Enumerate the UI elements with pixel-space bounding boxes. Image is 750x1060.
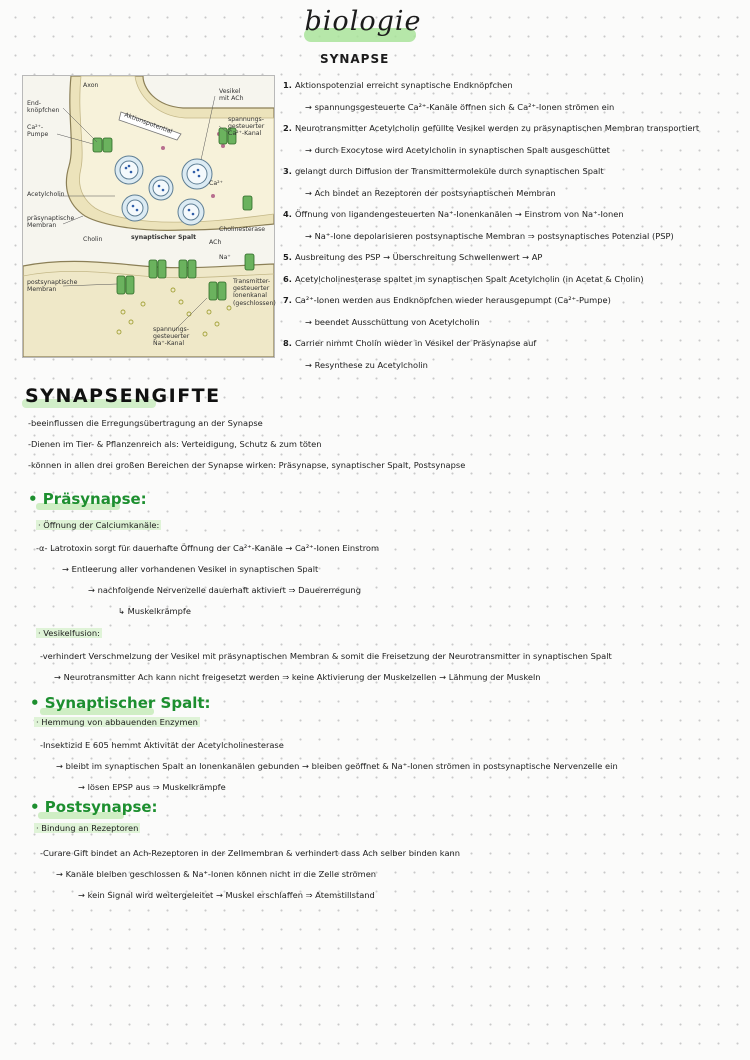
step-subtext: → Na⁺-Ione depolarisieren postsynaptische Membran ⇒ postsynaptisches Potenzial (PSP) — [305, 230, 674, 241]
intro-line: -Dienen im Tier- & Pflanzenreich als: Verteidigung, Schutz & zum töten — [28, 439, 322, 449]
step-subtext: → Resynthese zu Acetylcholin — [305, 359, 428, 370]
fig-label-ach: ACh — [209, 239, 222, 246]
fig-label-ca: Ca²⁺ — [209, 180, 223, 187]
step-8 — [283, 333, 743, 376]
postsynapse-heading: • Postsynapse: — [30, 798, 158, 816]
step-text: Neurotransmitter Acetylcholin gefüllte Vesikel werden zu präsynaptischen Membran transportiert — [295, 123, 700, 133]
spalt-heading: • Synaptischer Spalt: — [30, 694, 211, 712]
step-4 — [283, 204, 743, 247]
step-6 — [283, 269, 743, 291]
synapse-diagram — [22, 75, 275, 358]
note-line: → kein Signal wird weitergeleitet → Muskel erschlaffen ⇒ Atemstillstand — [78, 890, 375, 900]
note-line: -Insektizid E 605 hemmt Aktivität der Acetylcholinesterase — [40, 740, 284, 750]
step-2 — [283, 118, 743, 161]
step-5 — [283, 247, 743, 269]
step-subtext: → beendet Ausschüttung von Acetylcholin — [305, 316, 480, 327]
fig-label-ca-pumpe: Ca²⁺- Pumpe — [27, 124, 49, 139]
note-line: → bleibt im synaptischen Spalt an Ionenkanälen gebunden → bleiben geöffnet & Na⁺-Ionen strömen in postsynaptische Nervenzelle ein — [56, 761, 618, 771]
step-number: 3. — [283, 166, 292, 176]
fig-label-enzym: Cholinesterase — [219, 226, 266, 233]
fig-label-postsynaptische-membran: postsynaptische Membran — [27, 279, 78, 294]
gifte-heading: SYNAPSENGIFTE — [25, 385, 221, 407]
postsynapse-sub1-lines — [40, 843, 460, 906]
fig-label-cholin: Cholin — [83, 236, 103, 243]
praesynapse-sub1-text: · Öffnung der Calciumkanäle: — [38, 520, 160, 530]
fig-label-synaptischer-spalt: synaptischer Spalt — [131, 234, 197, 241]
intro-line: -beeinflussen die Erregungsübertragung an der Synapse — [28, 418, 263, 428]
note-line: ↳ Muskelkrämpfe — [118, 606, 191, 616]
step-text: Carrier nimmt Cholin wieder in Vesikel der Präsynapse auf — [295, 338, 537, 348]
step-subtext: → Ach bindet an Rezeptoren der postsynaptischen Membran — [305, 187, 556, 198]
step-1 — [283, 75, 743, 118]
intro-line: -können in allen drei großen Bereichen der Synapse wirken: Präsynapse, synaptischer Spalt, Postsynapse — [28, 460, 466, 470]
step-subtext: → durch Exocytose wird Acetylcholin in synaptischen Spalt ausgeschüttet — [305, 144, 610, 155]
step-3 — [283, 161, 743, 204]
note-line: → nachfolgende Nervenzelle dauerhaft aktiviert ⇒ Dauererregung — [88, 585, 361, 595]
step-number: 5. — [283, 252, 292, 262]
synapse-steps — [283, 75, 743, 376]
fig-label-transmitter: Transmitter- gesteuerter Ionenkanal (geschlossen) — [233, 278, 276, 307]
fig-label-acetylcholin: Acetylcholin — [27, 191, 65, 198]
step-number: 2. — [283, 123, 292, 133]
praesynapse-sub2 — [36, 628, 102, 638]
step-number: 8. — [283, 338, 292, 348]
praesynapse-sub2-lines — [40, 646, 612, 688]
fig-label-ca-kanal: spannungs- gesteuerter Ca²⁺-Kanal — [228, 116, 265, 138]
note-line: → Entleerung aller vorhandenen Vesikel in synaptischen Spalt — [62, 564, 319, 574]
note-line: -verhindert Verschmelzung der Vesikel mit präsynaptischen Membran & somit die Freisetzung der Neurotransmitter in synaptischen Spalt — [40, 651, 612, 661]
note-line: -Curare Gift bindet an Ach-Rezeptoren in der Zellmembran & verhindert dass Ach selber binden kann — [40, 848, 461, 858]
step-text: Acetylcholinesterase spaltet im synaptischen Spalt Acetylcholin (in Acetat & Cholin) — [295, 273, 644, 284]
fig-label-na-kanal: spannungs- gesteuerter Na⁺-Kanal — [153, 326, 190, 348]
fig-label-aktionspotential: Aktionspotential — [123, 111, 174, 136]
step-text: gelangt durch Diffusion der Transmittermoleküle durch synaptischen Spalt — [295, 166, 604, 176]
gifte-intro — [28, 413, 738, 476]
praesynapse-heading: • Präsynapse: — [28, 490, 147, 508]
step-number: 6. — [283, 273, 292, 284]
spalt-sub1-lines — [40, 735, 618, 798]
fig-label-axon: Axon — [83, 82, 99, 89]
fig-label-vesikel: Vesikel mit ACh — [219, 88, 244, 103]
step-text: Öffnung von ligandengesteuerten Na⁺-Ionenkanälen → Einstrom von Na⁺-Ionen — [295, 209, 624, 219]
spalt-sub1 — [34, 717, 200, 727]
page-subtitle: SYNAPSE — [320, 52, 390, 66]
praesynapse-sub2-text: · Vesikelfusion: — [38, 628, 100, 638]
praesynapse-sub1 — [36, 520, 161, 530]
postsynapse-sub1 — [34, 823, 140, 833]
step-subtext: → spannungsgesteuerte Ca²⁺-Kanäle öffnen sich & Ca²⁺-Ionen strömen ein — [305, 101, 615, 112]
postsynapse-sub1-text: · Bindung an Rezeptoren — [36, 823, 139, 833]
note-line: → Neurotransmitter Ach kann nicht freigesetzt werden ⇒ keine Aktivierung der Muskelzellen → Lähmung der Muskeln — [54, 672, 541, 682]
note-line: → lösen EPSP aus ⇒ Muskelkrämpfe — [78, 782, 226, 792]
spalt-sub1-text: · Hemmung von abbauenden Enzymen — [36, 717, 198, 727]
step-number: 7. — [283, 295, 292, 305]
fig-label-praesynaptische-membran: präsynaptische Membran — [27, 215, 75, 230]
step-number: 4. — [283, 209, 292, 219]
fig-label-na: Na⁺ — [219, 254, 231, 261]
step-text: Aktionspotenzial erreicht synaptische Endknöpfchen — [295, 80, 513, 90]
step-text: Ausbreitung des PSP → Überschreitung Schwellenwert → AP — [295, 252, 543, 262]
note-line: → Kanäle bleiben geschlossen & Na⁺-Ionen können nicht in die Zelle strömen — [56, 869, 377, 879]
praesynapse-sub1-lines — [36, 538, 379, 622]
note-line: -α- Latrotoxin sorgt für dauerhafte Öffnung der Ca²⁺-Kanäle → Ca²⁺-Ionen Einstrom — [36, 543, 380, 553]
step-7 — [283, 290, 743, 333]
page-title-wrap — [298, 6, 428, 37]
step-text: Ca²⁺-Ionen werden aus Endknöpfchen wieder herausgepumpt (Ca²⁺-Pumpe) — [295, 295, 611, 305]
fig-label-endknoepfchen: End- knöpfchen — [27, 100, 60, 115]
page-title: biologie — [304, 6, 422, 37]
step-number: 1. — [283, 80, 292, 90]
